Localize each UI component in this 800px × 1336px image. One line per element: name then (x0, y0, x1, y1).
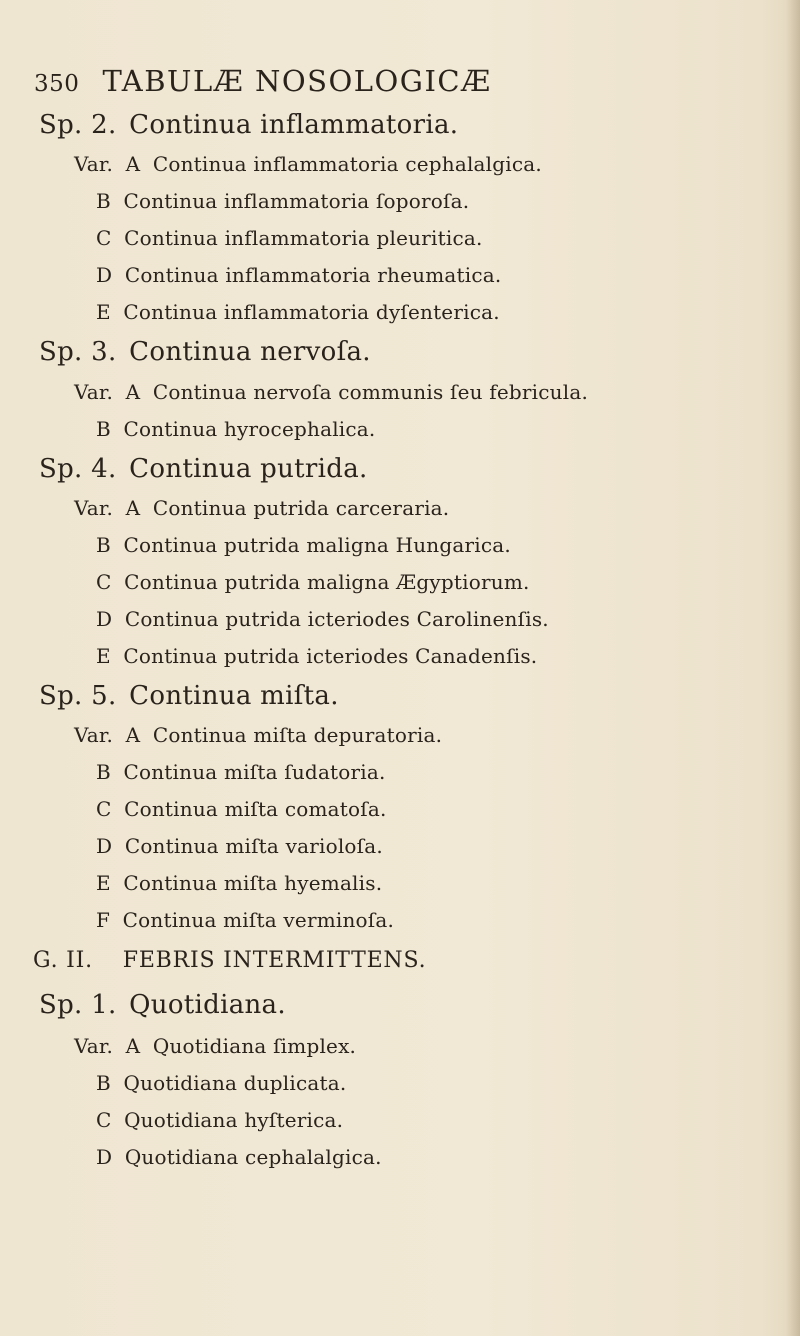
variety-letter: B (96, 189, 111, 213)
variety-line (74, 380, 588, 404)
species-name: Continua miſta. (129, 681, 339, 711)
variety-name: Continua hyrocephalica. (123, 417, 376, 441)
variety-name: Continua nervoſa communis ſeu febricula. (152, 380, 589, 404)
species-heading (39, 990, 286, 1020)
variety-letter: B (96, 760, 111, 784)
species-heading (39, 337, 371, 367)
variety-name: Continua miſta comatoſa. (124, 797, 387, 821)
species-name: Continua putrida. (129, 454, 368, 484)
variety-letter: A (125, 723, 141, 747)
variety-line (74, 496, 449, 520)
variety-name: Continua putrida maligna Hungarica. (123, 533, 511, 557)
variety-letter: D (96, 1145, 113, 1169)
variety-letter: C (96, 1108, 112, 1132)
species-heading (39, 454, 368, 484)
genus-heading (33, 948, 426, 973)
variety-letter: C (96, 226, 112, 250)
variety-name: Quotidiana cephalalgica. (124, 1145, 382, 1169)
variety-name: Continua inflammatoria ſoporoſa. (123, 189, 470, 213)
variety-prefix: Var. (74, 1034, 114, 1058)
species-heading (39, 110, 458, 140)
variety-line (96, 226, 483, 250)
variety-line (96, 189, 469, 213)
variety-line (74, 723, 442, 747)
page-number: 350 (34, 71, 80, 97)
species-name: Continua nervoſa. (129, 337, 371, 367)
variety-name: Continua putrida icteriodes Canadenſis. (123, 644, 538, 668)
variety-line (96, 607, 549, 631)
variety-name: Continua putrida carceraria. (152, 496, 450, 520)
running-title: TABULÆ NOSOLOGICÆ (102, 64, 492, 98)
variety-line (74, 152, 542, 176)
variety-letter: A (125, 380, 141, 404)
variety-line (96, 760, 386, 784)
genus-number: G. II. (33, 948, 93, 973)
page-header (34, 64, 492, 98)
species-number: Sp. 4. (39, 454, 117, 484)
variety-prefix: Var. (74, 380, 114, 404)
variety-prefix: Var. (74, 496, 114, 520)
variety-name: Quotidiana ſimplex. (152, 1034, 357, 1058)
variety-letter: E (96, 644, 111, 668)
variety-name: Continua miſta ſudatoria. (123, 760, 386, 784)
variety-prefix: Var. (74, 723, 114, 747)
variety-line (96, 644, 537, 668)
variety-name: Continua miſta verminoſa. (122, 908, 395, 932)
variety-line (96, 908, 394, 932)
species-number: Sp. 5. (39, 681, 117, 711)
species-heading (39, 681, 339, 711)
variety-name: Continua miſta hyemalis. (123, 871, 383, 895)
variety-line (96, 533, 511, 557)
species-number: Sp. 2. (39, 110, 117, 140)
variety-line (96, 1108, 343, 1132)
variety-letter: E (96, 871, 111, 895)
variety-letter: F (96, 908, 111, 932)
variety-line (96, 1145, 382, 1169)
variety-name: Continua putrida icteriodes Carolinenſis. (124, 607, 549, 631)
variety-prefix: Var. (74, 152, 114, 176)
variety-letter: D (96, 834, 113, 858)
variety-name: Continua inflammatoria dyſenterica. (123, 300, 500, 324)
variety-name: Continua miſta depuratoria. (152, 723, 443, 747)
species-name: Continua inflammatoria. (129, 110, 459, 140)
variety-letter: C (96, 797, 112, 821)
variety-name: Continua putrida maligna Ægyptiorum. (124, 570, 530, 594)
species-number: Sp. 3. (39, 337, 117, 367)
variety-name: Continua inflammatoria rheumatica. (124, 263, 502, 287)
variety-line (96, 570, 530, 594)
variety-line (96, 797, 387, 821)
variety-letter: D (96, 263, 113, 287)
species-number: Sp. 1. (39, 990, 117, 1020)
variety-letter: B (96, 417, 111, 441)
variety-letter: B (96, 533, 111, 557)
species-name: Quotidiana. (129, 990, 286, 1020)
variety-letter: C (96, 570, 112, 594)
variety-line (96, 263, 501, 287)
page-edge-shadow (786, 0, 800, 1336)
variety-letter: D (96, 607, 113, 631)
variety-name: Continua inflammatoria cephalalgica. (152, 152, 542, 176)
variety-name: Continua inflammatoria pleuritica. (124, 226, 483, 250)
variety-letter: A (125, 1034, 141, 1058)
variety-letter: A (125, 496, 141, 520)
variety-letter: B (96, 1071, 111, 1095)
variety-line (96, 300, 500, 324)
variety-line (96, 834, 383, 858)
variety-letter: E (96, 300, 111, 324)
variety-name: Quotidiana hyſterica. (124, 1108, 344, 1132)
variety-line (96, 417, 375, 441)
variety-line (74, 1034, 356, 1058)
variety-line (96, 871, 382, 895)
variety-line (96, 1071, 346, 1095)
genus-name: FEBRIS INTERMITTENS. (122, 948, 427, 973)
variety-name: Quotidiana duplicata. (123, 1071, 347, 1095)
variety-letter: A (125, 152, 141, 176)
variety-name: Continua miſta varioloſa. (124, 834, 383, 858)
